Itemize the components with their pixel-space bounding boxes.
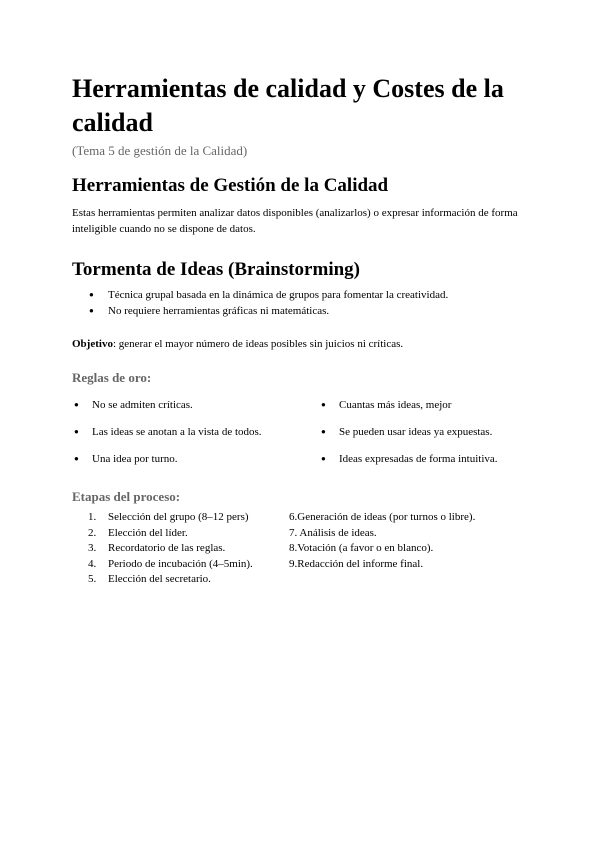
list-item — [72, 526, 253, 542]
stage-number: 1. — [88, 511, 97, 523]
rules-heading: Reglas de oro: — [72, 370, 152, 385]
list-item: ● No requiere herramientas gráficas ni matemáticas. — [72, 303, 448, 319]
stage-number: 3. — [88, 542, 97, 554]
stages-list-column-2 — [289, 510, 475, 572]
rule-item: ● Una idea por turno. — [72, 451, 178, 467]
objective-label: Objetivo — [72, 338, 113, 350]
stage-text: Periodo de incubación (4–5min). — [108, 557, 253, 570]
document-subtitle: (Tema 5 de gestión de la Calidad) — [72, 143, 248, 158]
tools-description: Estas herramientas permiten analizar datos disponibles (analizarlos) o expresar información de forma inteligible cuando no se dispone de datos. — [72, 207, 518, 235]
list-item: 7. Análisis de ideas. — [289, 526, 377, 539]
rule-item: ● Se pueden usar ideas ya expuestas. — [319, 424, 492, 440]
list-item — [72, 541, 253, 557]
list-item: ● Técnica grupal basada en la dinámica de grupos para fomentar la creatividad. — [72, 287, 448, 303]
stage-text: Elección del secretario. — [108, 573, 211, 585]
list-item: 9.Redacción del informe final. — [289, 557, 424, 570]
rule-item: ● Cuantas más ideas, mejor — [319, 397, 451, 413]
document-title: Herramientas de calidad y Costes de la calidad — [72, 74, 504, 137]
stage-text: Selección del grupo (8–12 pers) — [108, 511, 249, 523]
stages-list-column-1 — [72, 510, 253, 588]
stage-number: 5. — [88, 573, 97, 585]
list-item — [72, 557, 253, 573]
section-heading-brainstorming: Tormenta de Ideas (Brainstorming) — [72, 259, 360, 280]
stage-text: Recordatorio de las reglas. — [108, 542, 226, 554]
list-item — [72, 572, 253, 588]
rule-item: ● Ideas expresadas de forma intuitiva. — [319, 451, 498, 467]
objective-text: : generar el mayor número de ideas posibles sin juicios ni críticas. — [112, 338, 404, 350]
rule-item: ● No se admiten críticas. — [72, 397, 193, 413]
list-item: 6.Generación de ideas (por turnos o libre). — [289, 511, 476, 523]
brainstorming-bullet-list — [72, 287, 448, 319]
stage-text: Elección del líder. — [108, 526, 188, 539]
list-item — [72, 510, 253, 526]
stage-number: 2. — [88, 526, 97, 539]
stages-heading: Etapas del proceso: — [72, 489, 181, 504]
objective-paragraph — [72, 336, 532, 352]
section-heading-tools: Herramientas de Gestión de la Calidad — [72, 175, 389, 196]
stage-number: 4. — [88, 557, 97, 570]
rule-item: ● Las ideas se anotan a la vista de todos. — [72, 424, 262, 440]
list-item: 8.Votación (a favor o en blanco). — [289, 542, 434, 554]
